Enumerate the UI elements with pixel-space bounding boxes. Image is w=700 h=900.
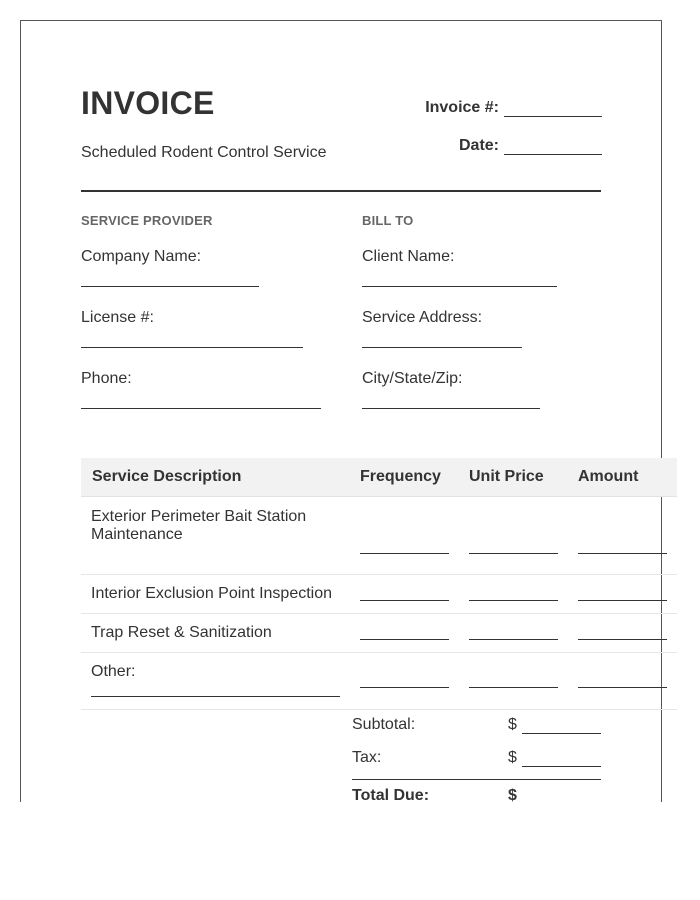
invoice-number-blank[interactable] bbox=[504, 100, 602, 117]
service-provider-heading: SERVICE PROVIDER bbox=[81, 213, 213, 228]
tax-currency: $ bbox=[508, 749, 517, 766]
row-3-description: Trap Reset & Sanitization bbox=[91, 624, 272, 641]
row-4-amount-blank[interactable] bbox=[578, 687, 667, 688]
invoice-subtitle: Scheduled Rodent Control Service bbox=[81, 144, 327, 161]
invoice-number-field bbox=[425, 99, 602, 117]
row-1-description-line2: Maintenance bbox=[91, 526, 183, 543]
row-1-amount-blank[interactable] bbox=[578, 553, 667, 554]
row-3-unit-price-blank[interactable] bbox=[469, 639, 558, 640]
license-label: License #: bbox=[81, 309, 154, 326]
row-2-amount-blank[interactable] bbox=[578, 600, 667, 601]
row-3-frequency-blank[interactable] bbox=[360, 639, 449, 640]
column-header-description: Service Description bbox=[92, 468, 242, 485]
client-name-label: Client Name: bbox=[362, 248, 455, 265]
subtotal-label: Subtotal: bbox=[352, 716, 416, 733]
city-state-zip-blank[interactable] bbox=[362, 408, 540, 409]
row-4-other-blank[interactable] bbox=[91, 696, 340, 697]
total-due-currency: $ bbox=[508, 787, 517, 804]
city-state-zip-label: City/State/Zip: bbox=[362, 370, 463, 387]
date-blank[interactable] bbox=[504, 138, 602, 155]
row-divider bbox=[81, 709, 677, 710]
service-address-label: Service Address: bbox=[362, 309, 483, 326]
company-name-blank[interactable] bbox=[81, 286, 259, 287]
subtotal-currency: $ bbox=[508, 716, 517, 733]
row-4-unit-price-blank[interactable] bbox=[469, 687, 558, 688]
tax-label: Tax: bbox=[352, 749, 382, 766]
phone-label: Phone: bbox=[81, 370, 132, 387]
row-1-description-line1: Exterior Perimeter Bait Station bbox=[91, 508, 307, 525]
invoice-title: INVOICE bbox=[81, 85, 215, 121]
totals-divider bbox=[352, 779, 601, 780]
bill-to-heading: BILL TO bbox=[362, 213, 414, 228]
row-divider bbox=[81, 574, 677, 575]
row-divider bbox=[81, 613, 677, 614]
total-due-label: Total Due: bbox=[352, 787, 430, 804]
row-2-unit-price-blank[interactable] bbox=[469, 600, 558, 601]
subtotal-blank[interactable] bbox=[522, 733, 601, 734]
row-1-unit-price-blank[interactable] bbox=[469, 553, 558, 554]
license-blank[interactable] bbox=[81, 347, 303, 348]
row-4-other-label: Other: bbox=[91, 663, 136, 680]
invoice-number-label: Invoice #: bbox=[425, 99, 499, 116]
tax-blank[interactable] bbox=[522, 766, 601, 767]
row-4-frequency-blank[interactable] bbox=[360, 687, 449, 688]
date-label: Date: bbox=[458, 137, 499, 154]
row-3-amount-blank[interactable] bbox=[578, 639, 667, 640]
column-header-amount: Amount bbox=[578, 468, 639, 485]
row-1-frequency-blank[interactable] bbox=[360, 553, 449, 554]
row-2-frequency-blank[interactable] bbox=[360, 600, 449, 601]
phone-blank[interactable] bbox=[81, 408, 321, 409]
column-header-frequency: Frequency bbox=[360, 468, 441, 485]
invoice-page bbox=[20, 20, 662, 802]
table-header bbox=[81, 458, 677, 497]
row-2-description: Interior Exclusion Point Inspection bbox=[91, 585, 333, 602]
date-field bbox=[459, 137, 602, 155]
company-name-label: Company Name: bbox=[81, 248, 202, 265]
client-name-blank[interactable] bbox=[362, 286, 557, 287]
column-header-unit-price: Unit Price bbox=[469, 468, 544, 485]
header-divider bbox=[81, 190, 601, 192]
row-divider bbox=[81, 652, 677, 653]
service-address-blank[interactable] bbox=[362, 347, 522, 348]
